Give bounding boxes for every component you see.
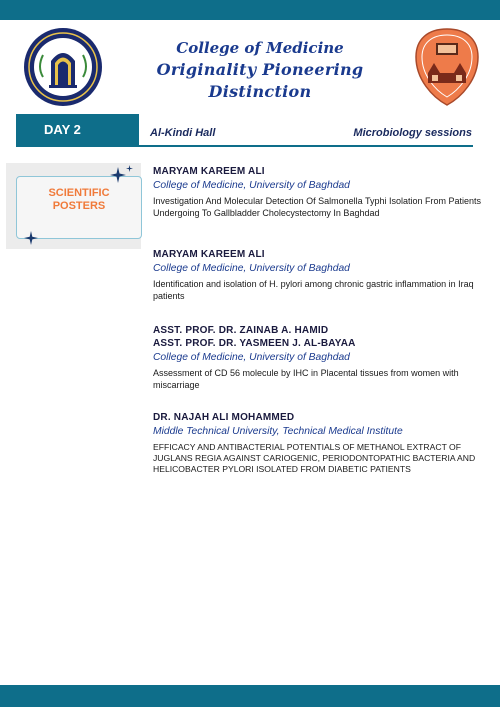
category-label — [16, 187, 142, 213]
bottom-banner-bar — [0, 685, 500, 707]
presenter-affiliation: College of Medicine, University of Baghdad — [153, 180, 350, 191]
presenter-name: ASST. PROF. DR. ZAINAB A. HAMID — [153, 325, 329, 336]
college-motto: Originality Pioneering Distinction — [156, 60, 364, 101]
session-label: Microbiology sessions — [353, 127, 472, 139]
presenter-name: MARYAM KAREEM ALI — [153, 166, 265, 177]
poster-topic: Assessment of CD 56 molecule by IHC in Placental tissues from women with miscarriage — [153, 368, 459, 390]
category-card — [6, 163, 141, 249]
college-name: College of Medicine — [176, 39, 344, 57]
poster-entry — [153, 165, 483, 219]
presenter-name: MARYAM KAREEM ALI — [153, 249, 265, 260]
presenter-name: ASST. PROF. DR. YASMEEN J. AL-BAYAA — [153, 338, 356, 349]
day-divider — [16, 145, 473, 147]
university-logo — [23, 27, 103, 107]
day-tab: DAY 2 — [16, 114, 139, 145]
sparkle-icon — [110, 167, 126, 183]
poster-topic: EFFICACY AND ANTIBACTERIAL POTENTIALS OF METHANOL EXTRACT OF JUGLANS REGIA AGAINST CARIOGENIC, PERIODONTOPATHIC BACTERIA AND HELICOBACTER PYLORI ISOLATED FROM DIABETIC PATIENTS — [153, 442, 476, 474]
presenter-name: DR. NAJAH ALI MOHAMMED — [153, 412, 295, 423]
poster-topic: Identification and isolation of H. pylori among chronic gastric inflammation in Iraq patients — [153, 279, 474, 301]
poster-entry — [153, 324, 483, 391]
presenter-affiliation: College of Medicine, University of Baghdad — [153, 352, 350, 363]
college-seal-logo — [414, 27, 480, 107]
category-label-line2: POSTERS — [52, 200, 106, 212]
poster-topic: Investigation And Molecular Detection Of Salmonella Typhi Isolation From Patients Undergoing To Gallbladder Cholecystectomy In Baghdad — [153, 196, 482, 218]
presenter-affiliation: College of Medicine, University of Baghdad — [153, 263, 350, 274]
top-banner-bar — [0, 0, 500, 20]
sparkle-small-icon — [126, 165, 133, 172]
header-title — [110, 38, 410, 103]
sparkle-icon — [24, 231, 38, 245]
presenter-affiliation: Middle Technical University, Technical Medical Institute — [153, 426, 403, 437]
poster-entry — [153, 248, 483, 302]
category-label-line1: SCIENTIFIC — [48, 187, 110, 199]
hall-label: Al-Kindi Hall — [150, 127, 216, 139]
poster-entry — [153, 411, 483, 475]
